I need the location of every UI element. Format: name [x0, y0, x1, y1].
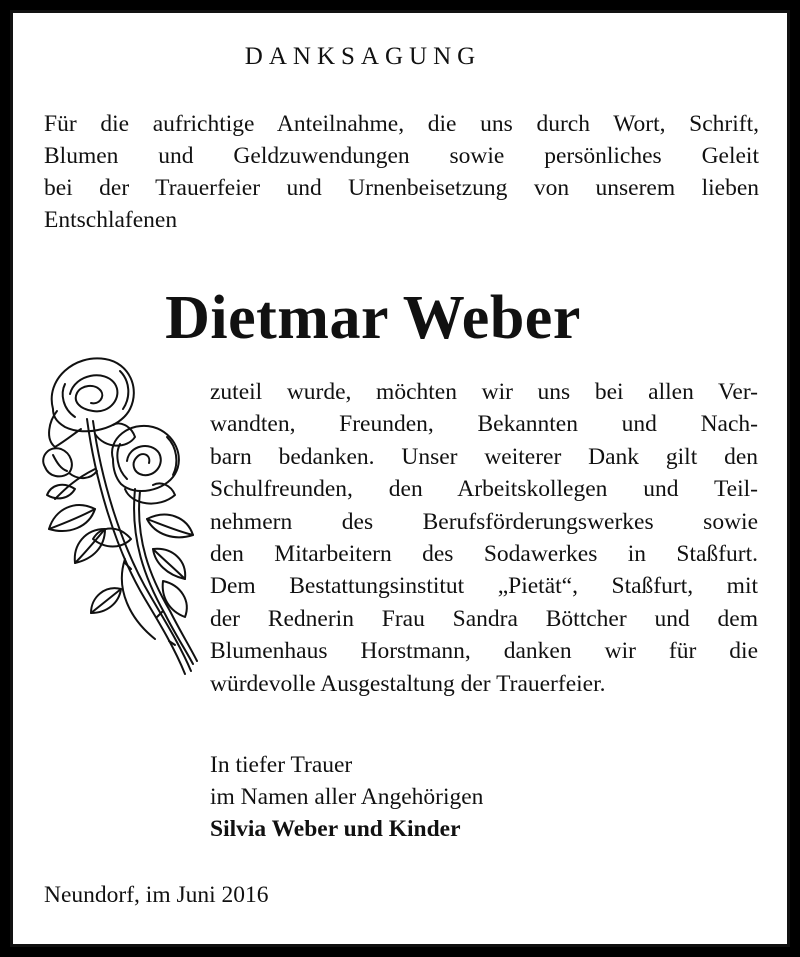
closing-block — [210, 749, 758, 845]
heading: DANKSAGUNG — [244, 43, 482, 70]
body-line-text: wandten, Freunden, Bekannten und Nach- — [210, 411, 758, 438]
body-line-text: Blumenhaus Horstmann, danken wir für die — [210, 638, 758, 665]
intro-line — [44, 108, 759, 140]
body-line-text: würdevolle Ausgestaltung der Trauerfeier. — [210, 670, 606, 697]
obituary-card — [10, 10, 790, 947]
body-line — [210, 506, 758, 538]
intro-line-text: bei der Trauerfeier und Urnenbeisetzung von unserem lieben — [44, 175, 759, 201]
body-line-text: barn bedanken. Unser weiterer Dank gilt den — [210, 443, 758, 470]
body-line-text: den Mitarbeitern des Sodawerkes in Staßfurt. — [210, 541, 758, 568]
body-paragraph — [210, 376, 758, 700]
body-line — [210, 668, 758, 700]
body-line-text: der Rednerin Frau Sandra Böttcher und dem — [210, 605, 758, 632]
body-line — [210, 570, 758, 602]
body-line — [210, 603, 758, 635]
body-line-text: Schulfreunden, den Arbeitskollegen und Teil- — [210, 476, 758, 503]
intro-line-text: Für die aufrichtige Anteilnahme, die uns durch Wort, Schrift, — [44, 111, 759, 137]
rose-illustration — [35, 349, 207, 679]
deceased-name: Dietmar Weber — [165, 284, 581, 352]
intro-line-text: Blumen und Geldzuwendungen sowie persönliches Geleit — [44, 143, 759, 169]
body-line-text: nehmern des Berufsförderungswerkes sowie — [210, 508, 758, 535]
intro-line — [44, 172, 759, 204]
body-line — [210, 473, 758, 505]
intro-line — [44, 140, 759, 172]
body-line — [210, 538, 758, 570]
intro-line-text: Entschlafenen — [44, 207, 178, 233]
intro-line — [44, 204, 759, 236]
signature: Silvia Weber und Kinder — [210, 816, 461, 842]
closing-line-2: im Namen aller Angehörigen — [210, 784, 484, 810]
body-line-text: Dem Bestattungsinstitut „Pietät“, Staßfurt, mit — [210, 573, 758, 600]
place-date: Neundorf, im Juni 2016 — [44, 882, 269, 908]
closing-line-1: In tiefer Trauer — [210, 752, 353, 778]
body-line — [210, 376, 758, 408]
body-line — [210, 441, 758, 473]
intro-paragraph — [44, 108, 759, 236]
body-line — [210, 635, 758, 667]
body-line-text: zuteil wurde, möchten wir uns bei allen Ver- — [210, 379, 758, 405]
body-line — [210, 408, 758, 440]
